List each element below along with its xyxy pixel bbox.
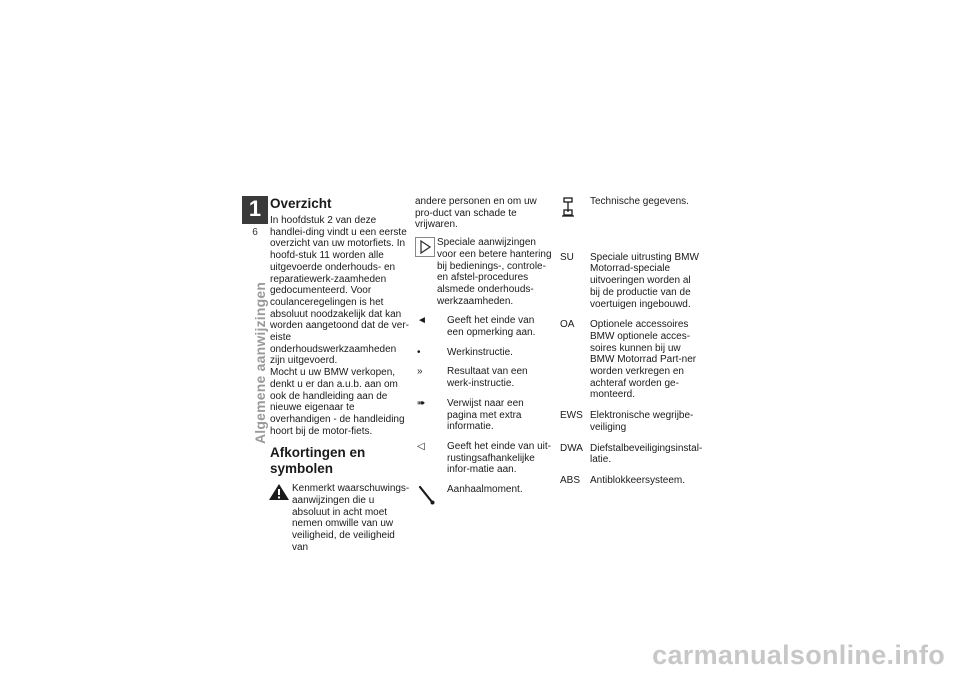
side-title: Algemene aanwijzingen — [252, 281, 268, 444]
abbreviation-text: Speciale uitrusting BMW Motorrad-speciale uitvoeringen worden al bij de productie van de voertuigen ingebouwd. — [590, 251, 699, 310]
abbreviation-text: Diefstalbeveiligingsinstal-latie. — [590, 442, 703, 466]
abbreviation-row — [560, 475, 700, 487]
warning-triangle-icon — [268, 483, 290, 505]
symbol-text: Werkinstructie. — [447, 346, 513, 358]
symbol-row — [415, 441, 553, 476]
abbreviation-row — [560, 410, 700, 433]
column-1 — [270, 196, 410, 554]
warning-note — [270, 483, 410, 553]
overzicht-paragraph-2: Mocht u uw BMW verkopen, denkt u er dan a.u.b. aan om ook de handleiding aan de nieuwe eigenaar te overhandigen - de handleiding hoort bij de motor-fiets. — [270, 367, 405, 437]
symbol-row — [415, 315, 553, 338]
symbol: ◁ — [417, 440, 425, 452]
technical-data-text: Technische gegevens. — [590, 196, 689, 207]
symbol-text: Verwijst naar een pagina met extra informatie. — [447, 397, 524, 433]
technical-data-row — [560, 196, 700, 222]
symbol-text: Resultaat van een werk-instructie. — [447, 366, 528, 390]
symbol-text: Geeft het einde van een opmerking aan. — [447, 315, 536, 339]
abbreviation-text: Elektronische wegrijbe-veiliging — [590, 410, 694, 433]
torque-wrench-icon — [415, 484, 447, 510]
abbreviation: SU — [560, 251, 574, 263]
abbreviation-text: Optionele accessoires BMW optionele acces-soires kunnen bij uw BMW Motorrad Part-ner worden verkregen en achteraf worden ge-monteerd. — [590, 319, 697, 401]
column-3 — [560, 196, 703, 487]
symbol: » — [417, 366, 423, 378]
abbreviation-row — [560, 442, 703, 466]
symbol-row — [415, 366, 553, 389]
technical-data-icon — [560, 196, 590, 222]
overzicht-paragraph: In hoofdstuk 2 van deze handlei-ding vindt u een eerste overzicht van uw motorfiets. In hoofd-stuk 11 worden alle uitgevoerde onderhouds- en reparatiewerk-zaamheden gedocumenteerd. Voor coulanceregelingen is het absoluut noodzakelijk dat kan worden aangetoond dat de ver-eiste onderhoudswerkzaamheden zijn uitgevoerd. — [270, 215, 409, 367]
symbol: ◄ — [417, 315, 427, 327]
tip-note — [415, 237, 553, 307]
abbreviation-text: Antiblokkeersysteem. — [590, 474, 686, 486]
symbol: ➠ — [417, 397, 426, 409]
symbol: • — [417, 346, 421, 358]
chapter-number: 1 — [248, 196, 262, 221]
abbreviation: ABS — [560, 474, 581, 486]
symbol-row — [415, 347, 553, 359]
heading-overzicht: Overzicht — [270, 196, 332, 211]
page-number: 6 — [242, 224, 268, 242]
torque-text: Aanhaalmoment. — [447, 484, 523, 496]
heading-afkortingen: Afkortingen en symbolen — [270, 445, 366, 477]
symbol-row — [415, 484, 553, 510]
warning-text: Kenmerkt waarschuwings-aanwijzingen die u absoluut in acht moet nemen omwille van uw veiligheid, de veiligheid van — [292, 483, 410, 553]
watermark: carmanualsonline.info — [652, 640, 945, 670]
abbreviation-row — [560, 319, 700, 401]
column-2 — [415, 196, 553, 510]
tip-text: Speciale aanwijzingen voor een betere hantering bij bedienings-, controle- en afstel-procedures alsmede onderhouds-werkzaamheden. — [437, 237, 552, 307]
tip-arrow-icon — [415, 237, 435, 261]
abbreviation: DWA — [560, 442, 583, 454]
abbreviation: OA — [560, 319, 575, 331]
abbreviation: EWS — [560, 410, 583, 422]
symbol-row — [415, 398, 553, 433]
symbol-text: Geeft het einde van uit-rustingsafhankelijke infor-matie aan. — [447, 440, 551, 476]
intro-text: andere personen en om uw pro-duct van schade te vrijwaren. — [415, 196, 537, 231]
abbreviation-row — [560, 252, 700, 311]
